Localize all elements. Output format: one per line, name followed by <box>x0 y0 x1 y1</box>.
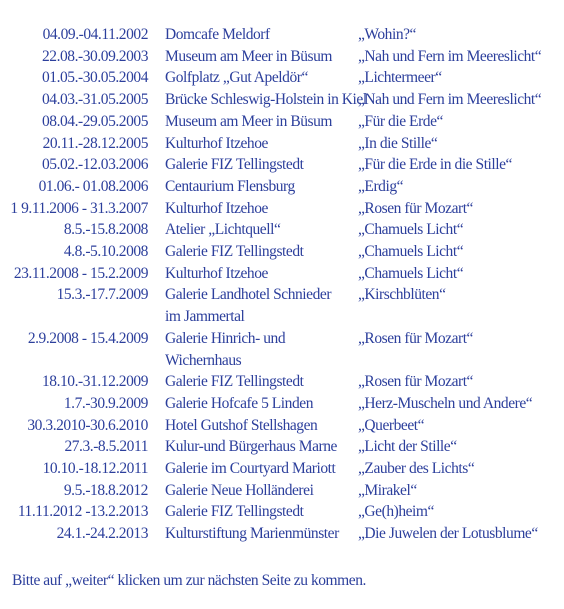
venue-line: Galerie Landhotel Schnieder <box>165 286 332 304</box>
exhibition-dates: 01.06.- 01.08.2006 <box>38 177 148 195</box>
exhibition-title: „Chamuels Licht“ <box>358 243 464 261</box>
exhibition-title: „Nah und Fern im Meereslicht“ <box>358 47 542 65</box>
column-spacer <box>148 111 165 133</box>
table-row <box>0 415 564 437</box>
venue-line: Wichernhaus <box>165 351 242 369</box>
exhibition-dates: 22.08.-30.09.2003 <box>41 47 148 65</box>
table-row <box>0 328 564 371</box>
venue-line: Galerie FIZ Tellingstedt <box>165 156 304 174</box>
exhibition-dates: 08.04.-29.05.2005 <box>41 112 148 130</box>
exhibition-venue <box>165 523 358 545</box>
exhibition-title: „In die Stille“ <box>358 134 438 152</box>
table-row <box>0 154 564 176</box>
exhibition-venue <box>165 46 358 68</box>
column-spacer <box>148 501 165 523</box>
table-row <box>0 523 564 545</box>
table-row <box>0 241 564 263</box>
exhibition-title: „Chamuels Licht“ <box>358 264 464 282</box>
column-spacer <box>148 176 165 198</box>
exhibition-venue <box>165 284 358 327</box>
column-spacer <box>148 154 165 176</box>
exhibition-venue <box>165 133 358 155</box>
column-spacer <box>148 523 165 545</box>
table-row <box>0 480 564 502</box>
column-spacer <box>148 284 165 327</box>
venue-line: Golfplatz „Gut Apeldör“ <box>165 69 308 87</box>
exhibition-title: „Mirakel“ <box>358 481 417 499</box>
exhibition-dates: 2.9.2008 - 15.4.2009 <box>27 329 148 347</box>
exhibition-dates: 4.8.-5.10.2008 <box>63 243 148 261</box>
table-row <box>0 176 564 198</box>
exhibition-venue <box>165 458 358 480</box>
column-spacer <box>148 415 165 437</box>
venue-line: Museum am Meer in Büsum <box>165 112 333 130</box>
exhibition-venue <box>165 24 358 46</box>
exhibition-venue <box>165 241 358 263</box>
column-spacer <box>148 219 165 241</box>
exhibition-dates: 20.11.-28.12.2005 <box>42 134 148 152</box>
exhibition-venue <box>165 154 358 176</box>
venue-line: Kulur-und Bürgerhaus Marne <box>165 438 337 456</box>
exhibition-dates: 05.02.-12.03.2006 <box>41 156 148 174</box>
table-row <box>0 371 564 393</box>
venue-line: Kulturhof Itzehoe <box>165 199 268 217</box>
exhibition-dates: 24.1.-24.2.2013 <box>56 525 148 543</box>
venue-line: im Jammertal <box>165 308 245 326</box>
exhibition-venue <box>165 111 358 133</box>
exhibition-venue <box>165 501 358 523</box>
exhibition-dates: 04.09.-04.11.2002 <box>42 26 148 43</box>
exhibition-venue <box>165 436 358 458</box>
table-row <box>0 501 564 523</box>
venue-line: Hotel Gutshof Stellshagen <box>165 416 318 434</box>
exhibition-title: „Ge(h)heim“ <box>358 503 434 521</box>
exhibition-dates: 04.03.-31.05.2005 <box>41 91 148 109</box>
exhibition-title: „Die Juwelen der Lotusblume“ <box>358 525 538 543</box>
exhibition-venue <box>165 198 358 220</box>
exhibition-title: „Herz-Muscheln und Andere“ <box>358 394 533 412</box>
exhibition-title: „Für die Erde“ <box>358 112 443 130</box>
column-spacer <box>148 198 165 220</box>
column-spacer <box>148 480 165 502</box>
exhibition-dates: 15.3.-17.7.2009 <box>56 286 148 304</box>
exhibition-title: „Wohin?“ <box>358 26 416 43</box>
exhibition-list <box>0 24 564 545</box>
venue-line: Galerie FIZ Tellingstedt <box>165 503 304 521</box>
exhibition-dates: 23.11.2008 - 15.2.2009 <box>13 264 148 282</box>
exhibition-venue <box>165 393 358 415</box>
column-spacer <box>148 46 165 68</box>
table-row <box>0 133 564 155</box>
exhibition-venue <box>165 415 358 437</box>
exhibition-venue <box>165 176 358 198</box>
column-spacer <box>148 393 165 415</box>
exhibition-dates: 1 9.11.2006 - 31.3.2007 <box>10 199 148 217</box>
exhibition-title: „Chamuels Licht“ <box>358 221 464 239</box>
venue-line: Atelier „Lichtquell“ <box>165 221 281 239</box>
column-spacer <box>148 436 165 458</box>
venue-line: Galerie Hinrich- und <box>165 329 286 347</box>
exhibition-dates: 9.5.-18.8.2012 <box>63 481 148 499</box>
exhibition-title: „Rosen für Mozart“ <box>358 373 473 391</box>
table-row <box>0 46 564 68</box>
exhibition-dates: 11.11.2012 -13.2.2013 <box>17 503 148 521</box>
exhibition-rows <box>0 24 564 545</box>
exhibition-title: „Licht der Stille“ <box>358 438 457 456</box>
column-spacer <box>148 371 165 393</box>
column-spacer <box>148 328 165 371</box>
exhibition-title: „Querbeet“ <box>358 416 425 434</box>
venue-line: Galerie FIZ Tellingstedt <box>165 373 304 391</box>
exhibition-dates: 1.7.-30.9.2009 <box>63 394 148 412</box>
exhibition-venue <box>165 263 358 285</box>
exhibition-venue <box>165 67 358 89</box>
venue-line: Galerie im Courtyard Mariott <box>165 460 336 478</box>
exhibition-dates: 10.10.-18.12.2011 <box>42 460 148 478</box>
exhibition-title: „Rosen für Mozart“ <box>358 329 473 347</box>
exhibition-title: „Rosen für Mozart“ <box>358 199 473 217</box>
footer-note: Bitte auf „weiter“ klicken um zur nächsten Seite zu kommen. <box>12 572 366 589</box>
exhibition-venue <box>165 89 367 111</box>
exhibition-title: „Für die Erde in die Stille“ <box>358 156 512 174</box>
exhibition-title: „Erdig“ <box>358 177 404 195</box>
table-row <box>0 89 564 111</box>
table-row <box>0 436 564 458</box>
column-spacer <box>148 89 165 111</box>
exhibition-title: „Lichtermeer“ <box>358 69 442 87</box>
venue-line: Museum am Meer in Büsum <box>165 47 333 65</box>
exhibition-venue <box>165 219 358 241</box>
table-row <box>0 393 564 415</box>
exhibition-dates: 27.3.-8.5.2011 <box>64 438 148 456</box>
venue-line: Galerie Neue Holländerei <box>165 481 314 499</box>
exhibition-dates: 18.10.-31.12.2009 <box>41 373 148 391</box>
exhibition-venue <box>165 371 358 393</box>
venue-line: Galerie FIZ Tellingstedt <box>165 243 304 261</box>
exhibition-dates: 30.3.2010-30.6.2010 <box>27 416 148 434</box>
table-row <box>0 198 564 220</box>
exhibition-dates: 01.05.-30.05.2004 <box>41 69 148 87</box>
table-row <box>0 219 564 241</box>
venue-line: Domcafe Meldorf <box>165 26 270 43</box>
column-spacer <box>148 67 165 89</box>
venue-line: Centaurium Flensburg <box>165 177 295 195</box>
venue-line: Galerie Hofcafe 5 Linden <box>165 394 313 412</box>
exhibition-title: „Kirschblüten“ <box>358 286 446 304</box>
table-row <box>0 24 564 46</box>
table-row <box>0 67 564 89</box>
exhibition-dates: 8.5.-15.8.2008 <box>63 221 148 239</box>
venue-line: Brücke Schleswig-Holstein in Kiel <box>165 91 367 109</box>
column-spacer <box>148 241 165 263</box>
table-row <box>0 263 564 285</box>
exhibition-venue <box>165 480 358 502</box>
table-row <box>0 111 564 133</box>
column-spacer <box>148 458 165 480</box>
column-spacer <box>148 133 165 155</box>
exhibition-title: „Zauber des Lichts“ <box>358 460 475 478</box>
table-row <box>0 458 564 480</box>
venue-line: Kulturstiftung Marienmünster <box>165 525 339 543</box>
exhibition-title: „Nah und Fern im Meereslicht“ <box>358 91 542 109</box>
exhibition-venue <box>165 328 358 371</box>
column-spacer <box>148 24 165 46</box>
venue-line: Kulturhof Itzehoe <box>165 264 268 282</box>
venue-line: Kulturhof Itzehoe <box>165 134 268 152</box>
column-spacer <box>148 263 165 285</box>
table-row <box>0 284 564 327</box>
